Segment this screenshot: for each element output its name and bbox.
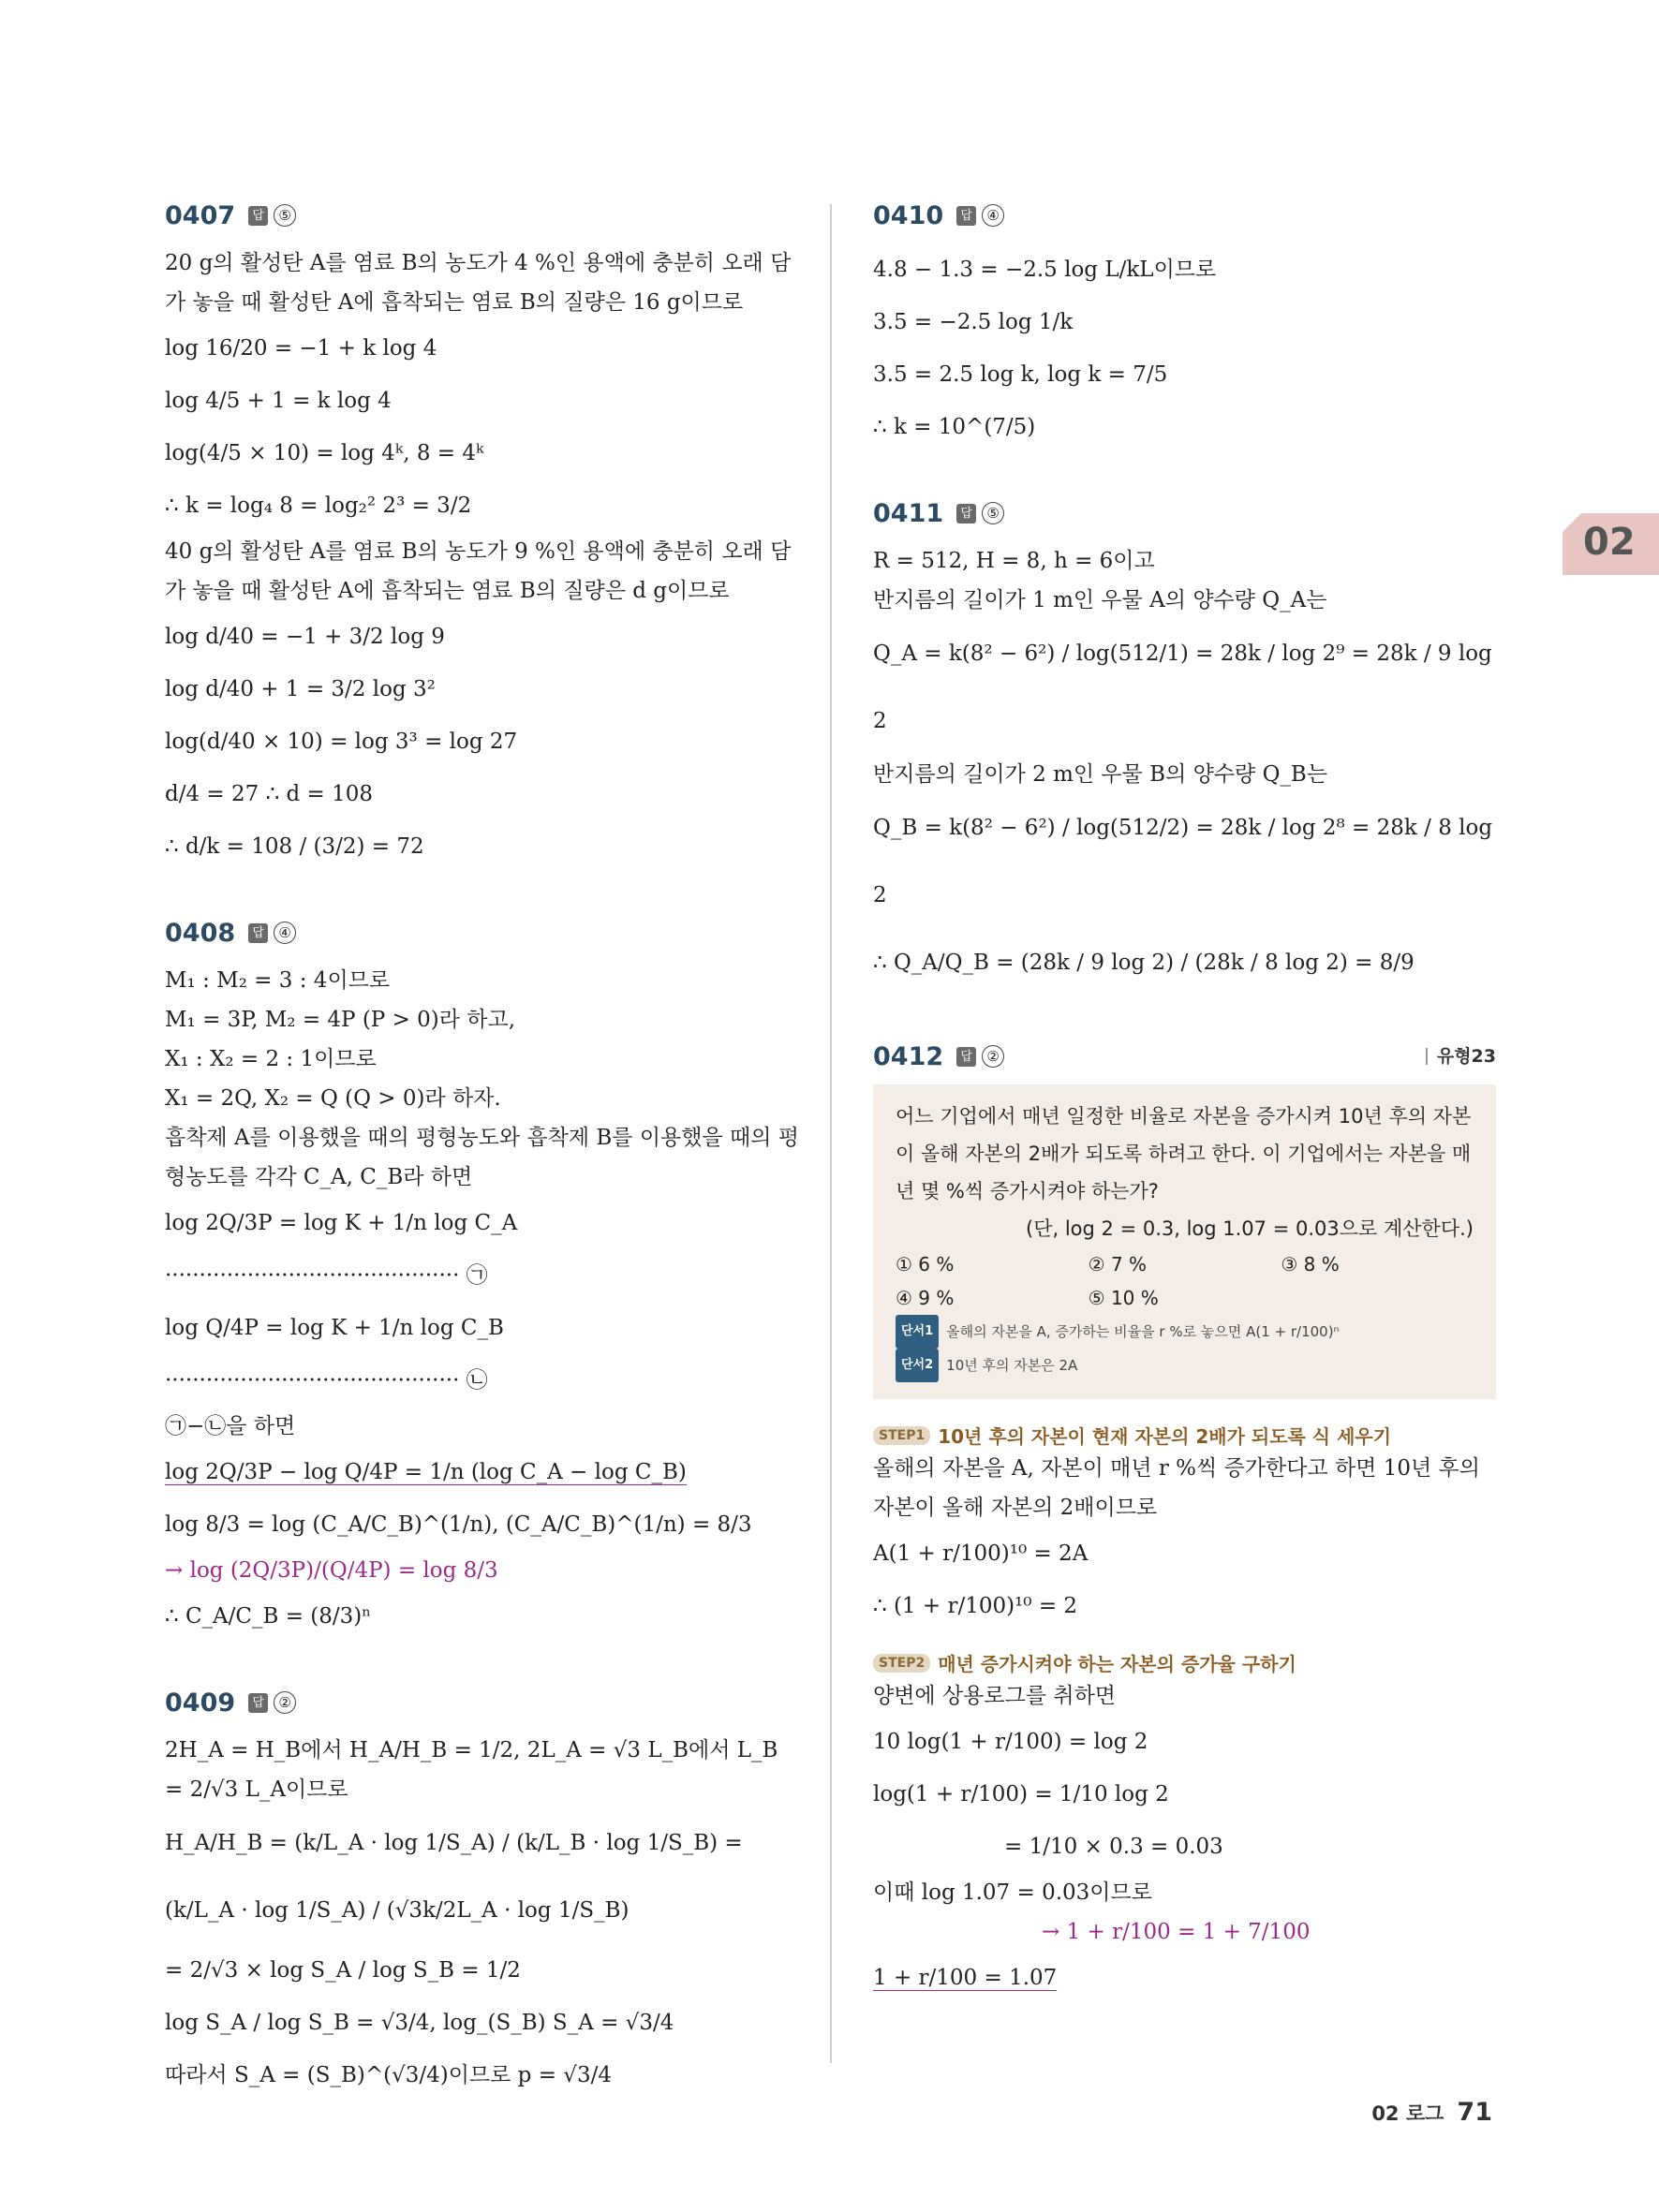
page-footer: [1371, 2098, 1492, 2127]
hint-2: [896, 1349, 1474, 1382]
text: 20 g의 활성탄 A를 염료 B의 농도가 4 %인 용액에 충분히 오래 담가 놓을 때 활성탄 A에 흡착되는 염료 B의 질량은 16 g이므로: [165, 251, 792, 315]
answer-icon: 답: [248, 1693, 268, 1713]
equation: log 2Q/3P = log K + 1/n log C_A ··········································· ㉠: [165, 1211, 518, 1288]
equation: A(1 + r/100)¹⁰ = 2A: [873, 1541, 1089, 1566]
text: 흡착제 A를 이용했을 때의 평형농도와 흡착제 B를 이용했을 때의 평형농도를 각각 C_A, C_B라 하면: [165, 1126, 799, 1189]
text: M₁ : M₂ = 3 : 4이므로: [165, 968, 391, 993]
equation: log 16/20 = −1 + k log 4: [165, 336, 437, 361]
equation: H_A/H_B = (k/L_A · log 1/S_A) / (k/L_B · log 1/S_B) = (k/L_A · log 1/S_A) / (√3k/2L_A · log 1/S_B): [165, 1831, 743, 1923]
equation: log d/40 = −1 + 3/2 log 9: [165, 625, 445, 649]
tab-corner: [1563, 513, 1581, 532]
answer-icon: 답: [956, 1047, 976, 1067]
underlined-expression: 1 + r/100 = 1.07: [873, 1966, 1058, 1990]
hint-text: 올해의 자본을 A, 증가하는 비율을 r %로 놓으면 A(1 + r/100)ⁿ: [946, 1323, 1340, 1340]
solution-0407: [165, 197, 802, 873]
text: 이때 log 1.07 = 0.03이므로: [873, 1880, 1152, 1905]
problem-number: 0411: [873, 498, 944, 528]
equation: = 1/10 × 0.3 = 0.03: [1004, 1835, 1223, 1859]
equation: log(4/5 × 10) = log 4ᵏ, 8 = 4ᵏ: [165, 441, 484, 465]
equation: Q_B = k(8² − 6²) / log(512/2) = 28k / log 2⁸ = 28k / 8 log 2: [873, 816, 1493, 907]
answer-icon: 답: [956, 206, 976, 226]
right-column: [873, 197, 1496, 2004]
text: R = 512, H = 8, h = 6이고: [873, 549, 1155, 573]
answer-marker: [248, 204, 296, 227]
answer-choice: ④: [274, 922, 296, 944]
solution-0410: [873, 197, 1496, 453]
equation: [873, 1952, 1496, 2004]
option: ① 6 %: [896, 1253, 955, 1276]
solution-header: [873, 1038, 1496, 1075]
solution-0408: [165, 914, 802, 1643]
equation: 3.5 = 2.5 log k, log k = 7/5: [873, 362, 1168, 387]
answer-choice: ②: [982, 1045, 1004, 1068]
problem-number: 0409: [165, 1688, 236, 1718]
answer-marker: [956, 502, 1004, 524]
answer-marker: [956, 1045, 1004, 1068]
option: ② 7 %: [1088, 1253, 1148, 1276]
text: X₁ : X₂ = 2 : 1이므로: [165, 1047, 377, 1071]
equation: ∴ k = 10^(7/5): [873, 415, 1036, 439]
problem-text: 어느 기업에서 매년 일정한 비율로 자본을 증가시켜 10년 후의 자본이 올해 자본의 2배가 되도록 하려고 한다. 이 기업에서는 자본을 매년 몇 %씩 증가시켜야 하는가?: [896, 1105, 1472, 1202]
left-column: [165, 197, 802, 2143]
equation: log 4/5 + 1 = k log 4: [165, 389, 392, 413]
answer-choice: ⑤: [982, 502, 1004, 524]
problem-number: 0408: [165, 918, 236, 948]
solution-header: [165, 914, 802, 951]
solution-0412: [873, 1038, 1496, 2004]
equation: ∴ d/k = 108 / (3/2) = 72: [165, 834, 424, 859]
problem-number: 0407: [165, 200, 236, 230]
column-divider: [830, 204, 832, 2063]
chapter-tab-label: 02: [1583, 521, 1636, 564]
hint-badge: 단서1: [896, 1315, 939, 1349]
text: 반지름의 길이가 1 m인 우물 A의 양수량 Q_A는: [873, 588, 1327, 612]
equation: log(1 + r/100) = 1/10 log 2: [873, 1782, 1169, 1806]
page-number: 71: [1457, 2098, 1492, 2127]
answer-choice: ④: [982, 204, 1004, 227]
solution-header: [165, 197, 802, 234]
problem-type-tag: 유형23: [1426, 1048, 1496, 1065]
answer-icon: 답: [248, 206, 268, 226]
step-title: 매년 증가시켜야 하는 자본의 증가율 구하기: [938, 1653, 1296, 1675]
answer-options: [896, 1247, 1474, 1315]
text: X₁ = 2Q, X₂ = Q (Q > 0)라 하자.: [165, 1086, 501, 1111]
answer-marker: [248, 922, 296, 944]
problem-box: [873, 1084, 1496, 1399]
equation: ∴ k = log₄ 8 = log₂² 2³ = 3/2: [165, 494, 472, 518]
solution-0409: [165, 1684, 802, 2101]
underlined-expression: log 2Q/3P − log Q/4P = 1/n (log C_A − log C_B): [165, 1460, 687, 1484]
solution-0411: [873, 494, 1496, 996]
option: ③ 8 %: [1281, 1253, 1340, 1276]
equation: d/4 = 27 ∴ d = 108: [165, 782, 374, 806]
solution-header: [873, 197, 1496, 234]
text: 올해의 자본을 A, 자본이 매년 r %씩 증가한다고 하면 10년 후의 자본이 올해 자본의 2배이므로: [873, 1456, 1480, 1520]
annotation-note: → 1 + r/100 = 1 + 7/100: [1042, 1920, 1311, 1944]
equation: log S_A / log S_B = √3/4, log_(S_B) S_A = √3/4: [165, 2011, 674, 2035]
equation: ∴ C_A/C_B = (8/3)ⁿ: [165, 1604, 372, 1629]
text: M₁ = 3P, M₂ = 4P (P > 0)라 하고,: [165, 1008, 516, 1032]
step-title: 10년 후의 자본이 현재 자본의 2배가 되도록 식 세우기: [938, 1425, 1392, 1448]
step-badge: STEP1: [873, 1426, 930, 1445]
equation: ∴ Q_A/Q_B = (28k / 9 log 2) / (28k / 8 log 2) = 8/9: [873, 951, 1415, 975]
text: 양변에 상용로그를 취하면: [873, 1684, 1117, 1708]
equation: log d/40 + 1 = 3/2 log 3²: [165, 677, 436, 701]
text: 2H_A = H_B에서 H_A/H_B = 1/2, 2L_A = √3 L_B에서 L_B = 2/√3 L_A이므로: [165, 1738, 778, 1802]
answer-marker: [956, 204, 1004, 227]
problem-condition: (단, log 2 = 0.3, log 1.07 = 0.03으로 계산한다.): [1026, 1217, 1474, 1240]
text: 반지름의 길이가 2 m인 우물 B의 양수량 Q_B는: [873, 762, 1328, 787]
step-2-heading: [873, 1649, 1496, 1676]
answer-icon: 답: [248, 923, 268, 943]
solution-header: [165, 1684, 802, 1721]
equation: 3.5 = −2.5 log 1/k: [873, 310, 1074, 334]
step-badge: STEP2: [873, 1654, 930, 1673]
hint-text: 10년 후의 자본은 2A: [946, 1357, 1078, 1374]
equation: [165, 1446, 802, 1498]
annotation-note: → log (2Q/3P)/(Q/4P) = log 8/3: [165, 1558, 498, 1583]
option: ⑤ 10 %: [1088, 1287, 1159, 1309]
problem-number: 0410: [873, 200, 944, 230]
solution-header: [873, 494, 1496, 532]
text: ㉠−㉡을 하면: [165, 1414, 296, 1438]
equation: 4.8 − 1.3 = −2.5 log L/kL이므로: [873, 258, 1217, 282]
equation: ∴ (1 + r/100)¹⁰ = 2: [873, 1594, 1078, 1618]
chapter-tab: [1563, 513, 1659, 575]
text: 40 g의 활성탄 A를 염료 B의 농도가 9 %인 용액에 충분히 오래 담가 놓을 때 활성탄 A에 흡착되는 염료 B의 질량은 d g이므로: [165, 539, 792, 603]
equation: log(d/40 × 10) = log 3³ = log 27: [165, 730, 518, 754]
answer-choice: ②: [274, 1691, 296, 1714]
answer-marker: [248, 1691, 296, 1714]
equation: 따라서 S_A = (S_B)^(√3/4)이므로 p = √3/4: [165, 2063, 612, 2087]
equation: 10 log(1 + r/100) = log 2: [873, 1730, 1148, 1754]
option: ④ 9 %: [896, 1287, 955, 1309]
answer-choice: ⑤: [274, 204, 296, 227]
hint-badge: 단서2: [896, 1349, 939, 1382]
equation: log Q/4P = log K + 1/n log C_B ··········································· ㉡: [165, 1316, 504, 1393]
step-1-heading: [873, 1422, 1496, 1449]
problem-number: 0412: [873, 1041, 944, 1071]
equation: Q_A = k(8² − 6²) / log(512/1) = 28k / log 2⁹ = 28k / 9 log 2: [873, 641, 1492, 733]
answer-icon: 답: [956, 504, 976, 524]
equation: = 2/√3 × log S_A / log S_B = 1/2: [165, 1958, 521, 1983]
equation: log 8/3 = log (C_A/C_B)^(1/n), (C_A/C_B)^(1/n) = 8/3: [165, 1512, 752, 1537]
footer-chapter: 02 로그: [1371, 2102, 1444, 2125]
hint-1: [896, 1315, 1474, 1349]
